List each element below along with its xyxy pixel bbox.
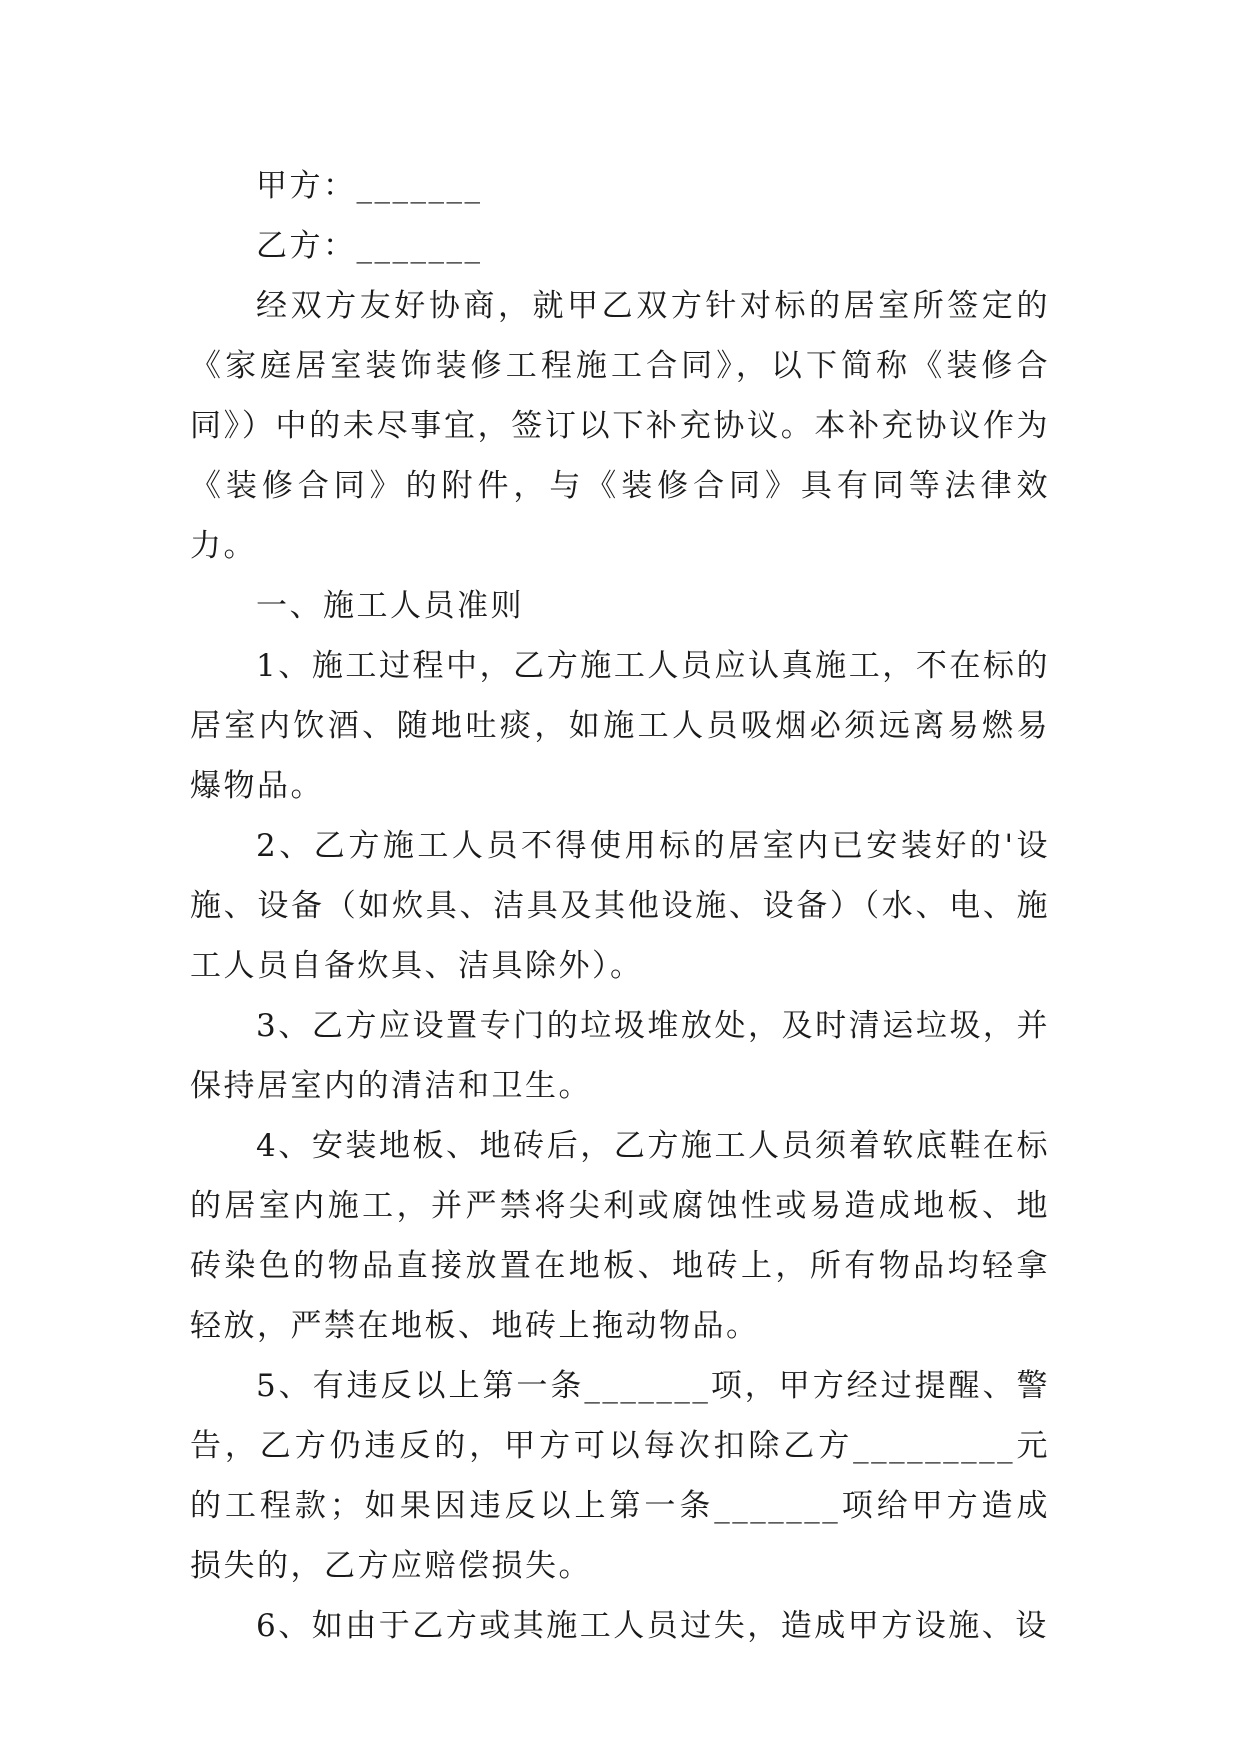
- document-body: [190, 156, 1050, 1656]
- party-a-line: 甲方：_______: [256, 168, 483, 204]
- clause-5: 5、有违反以上第一条_______项，甲方经过提醒、警告，乙方仍违反的，甲方可以每次扣除乙方_________元的工程款；如果因违反以上第一条_______项给甲方造成损失的，乙方应赔偿损失。: [190, 1368, 1050, 1584]
- clause-4: 4、安装地板、地砖后，乙方施工人员须着软底鞋在标的居室内施工，并严禁将尖利或腐蚀性或易造成地板、地砖染色的物品直接放置在地板、地砖上，所有物品均轻拿轻放，严禁在地板、地砖上拖动物品。: [190, 1128, 1050, 1344]
- clause-2: 2、乙方施工人员不得使用标的居室内已安装好的'设施、设备（如炊具、洁具及其他设施、设备）（水、电、施工人员自备炊具、洁具除外）。: [190, 828, 1050, 984]
- clause-1: 1、施工过程中，乙方施工人员应认真施工，不在标的居室内饮酒、随地吐痰，如施工人员吸烟必须远离易燃易爆物品。: [190, 648, 1050, 804]
- intro-paragraph: 经双方友好协商，就甲乙双方针对标的居室所签定的《家庭居室装饰装修工程施工合同》，以下简称《装修合同》）中的未尽事宜，签订以下补充协议。本补充协议作为《装修合同》的附件，与《装修合同》具有同等法律效力。: [190, 288, 1050, 564]
- party-b-line: 乙方：_______: [256, 228, 483, 264]
- clause-3: 3、乙方应设置专门的垃圾堆放处，及时清运垃圾，并保持居室内的清洁和卫生。: [190, 1008, 1050, 1104]
- clause-6: 6、如由于乙方或其施工人员过失，造成甲方设施、设: [256, 1608, 1049, 1644]
- section-heading: 一、施工人员准则: [256, 588, 524, 624]
